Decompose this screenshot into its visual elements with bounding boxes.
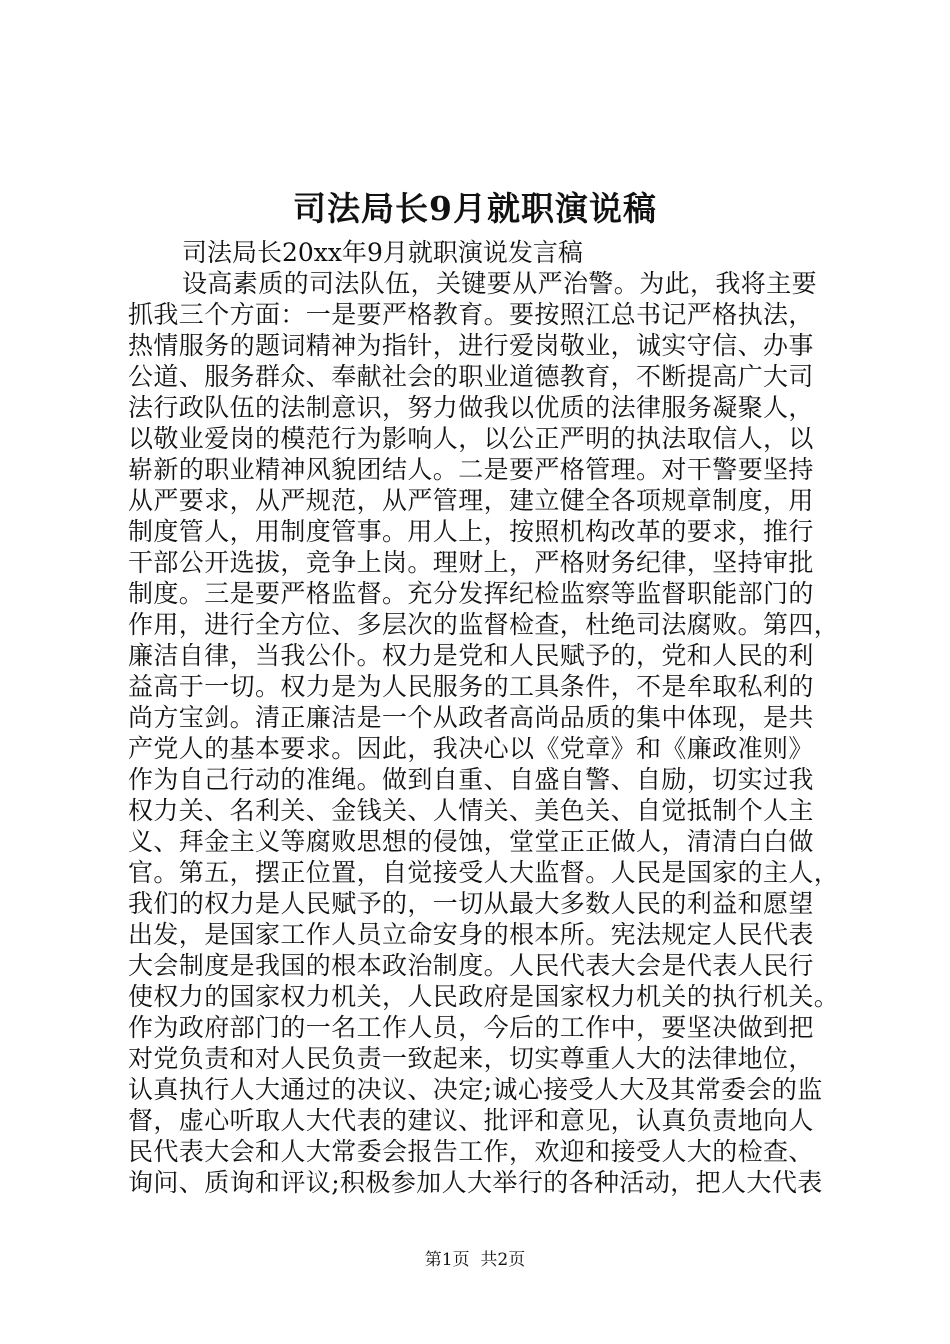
body-text-line: 设高素质的司法队伍，关键要从严治警。为此，我将主要 <box>182 269 818 298</box>
body-text-line: 热情服务的题词精神为指针，进行爱岗敬业，诚实守信、办事 <box>128 331 814 360</box>
body-text-line: 使权力的国家权力机关，人民政府是国家权力机关的执行机关。 <box>128 982 840 1011</box>
body-text-line: 从严要求，从严规范，从严管理，建立健全各项规章制度，用 <box>128 486 814 515</box>
body-text-line: 认真执行人大通过的决议、决定;诚心接受人大及其常委会的监 <box>128 1075 823 1104</box>
body-text-line: 权力关、名利关、金钱关、人情关、美色关、自觉抵制个人主 <box>128 796 814 825</box>
body-text-line: 民代表大会和人大常委会报告工作，欢迎和接受人大的检查、 <box>128 1137 814 1166</box>
body-text-line: 益高于一切。权力是为人民服务的工具条件，不是牟取私利的 <box>128 672 814 701</box>
body-text-line: 作用，进行全方位、多层次的监督检查，杜绝司法腐败。第四， <box>128 610 840 639</box>
body-text-line: 抓我三个方面：一是要严格教育。要按照江总书记严格执法， <box>128 300 814 329</box>
body-text-line: 产党人的基本要求。因此，我决心以《党章》和《廉政准则》 <box>128 734 814 763</box>
body-text-line: 询问、质询和评议;积极参加人大举行的各种活动，把人大代表 <box>128 1168 823 1197</box>
body-text-line: 官。第五，摆正位置，自觉接受人大监督。人民是国家的主人， <box>128 858 840 887</box>
body-text-line: 制度管人，用制度管事。用人上，按照机构改革的要求，推行 <box>128 517 814 546</box>
body-text-line: 作为自己行动的准绳。做到自重、自盛自警、自励，切实过我 <box>128 765 814 794</box>
body-text-line: 义、拜金主义等腐败思想的侵蚀，堂堂正正做人，清清白白做 <box>128 827 814 856</box>
body-text-line: 干部公开选拔，竞争上岗。理财上，严格财务纪律，坚持审批 <box>128 548 814 577</box>
body-text-line: 公道、服务群众、奉献社会的职业道德教育，不断提高广大司 <box>128 362 814 391</box>
body-text-line: 廉洁自律，当我公仆。权力是党和人民赋予的，党和人民的利 <box>128 641 814 670</box>
body-text-line: 以敬业爱岗的模范行为影响人，以公正严明的执法取信人，以 <box>128 424 814 453</box>
body-text-line: 崭新的职业精神风貌团结人。二是要严格管理。对干警要坚持 <box>128 455 814 484</box>
body-text-line: 大会制度是我国的根本政治制度。人民代表大会是代表人民行 <box>128 951 814 980</box>
body-text-line: 制度。三是要严格监督。充分发挥纪检监察等监督职能部门的 <box>128 579 814 608</box>
document-subtitle: 司法局长20xx年9月就职演说发言稿 <box>182 238 583 267</box>
body-text-line: 法行政队伍的法制意识，努力做我以优质的法律服务凝聚人， <box>128 393 814 422</box>
document-body <box>128 268 848 1198</box>
body-text-line: 作为政府部门的一名工作人员，今后的工作中，要坚决做到把 <box>128 1013 814 1042</box>
body-text-line: 督，虚心听取人大代表的建议、批评和意见，认真负责地向人 <box>128 1106 814 1135</box>
page-footer: 第1页 共2页 <box>424 1250 526 1270</box>
body-text-line: 出发，是国家工作人员立命安身的根本所。宪法规定人民代表 <box>128 920 814 949</box>
body-text-line: 我们的权力是人民赋予的，一切从最大多数人民的利益和愿望 <box>128 889 814 918</box>
body-text-line: 尚方宝剑。清正廉洁是一个从政者高尚品质的集中体现，是共 <box>128 703 814 732</box>
body-text-line: 对党负责和对人民负责一致起来，切实尊重人大的法律地位， <box>128 1044 814 1073</box>
document-title: 司法局长9月就职演说稿 <box>293 189 657 228</box>
